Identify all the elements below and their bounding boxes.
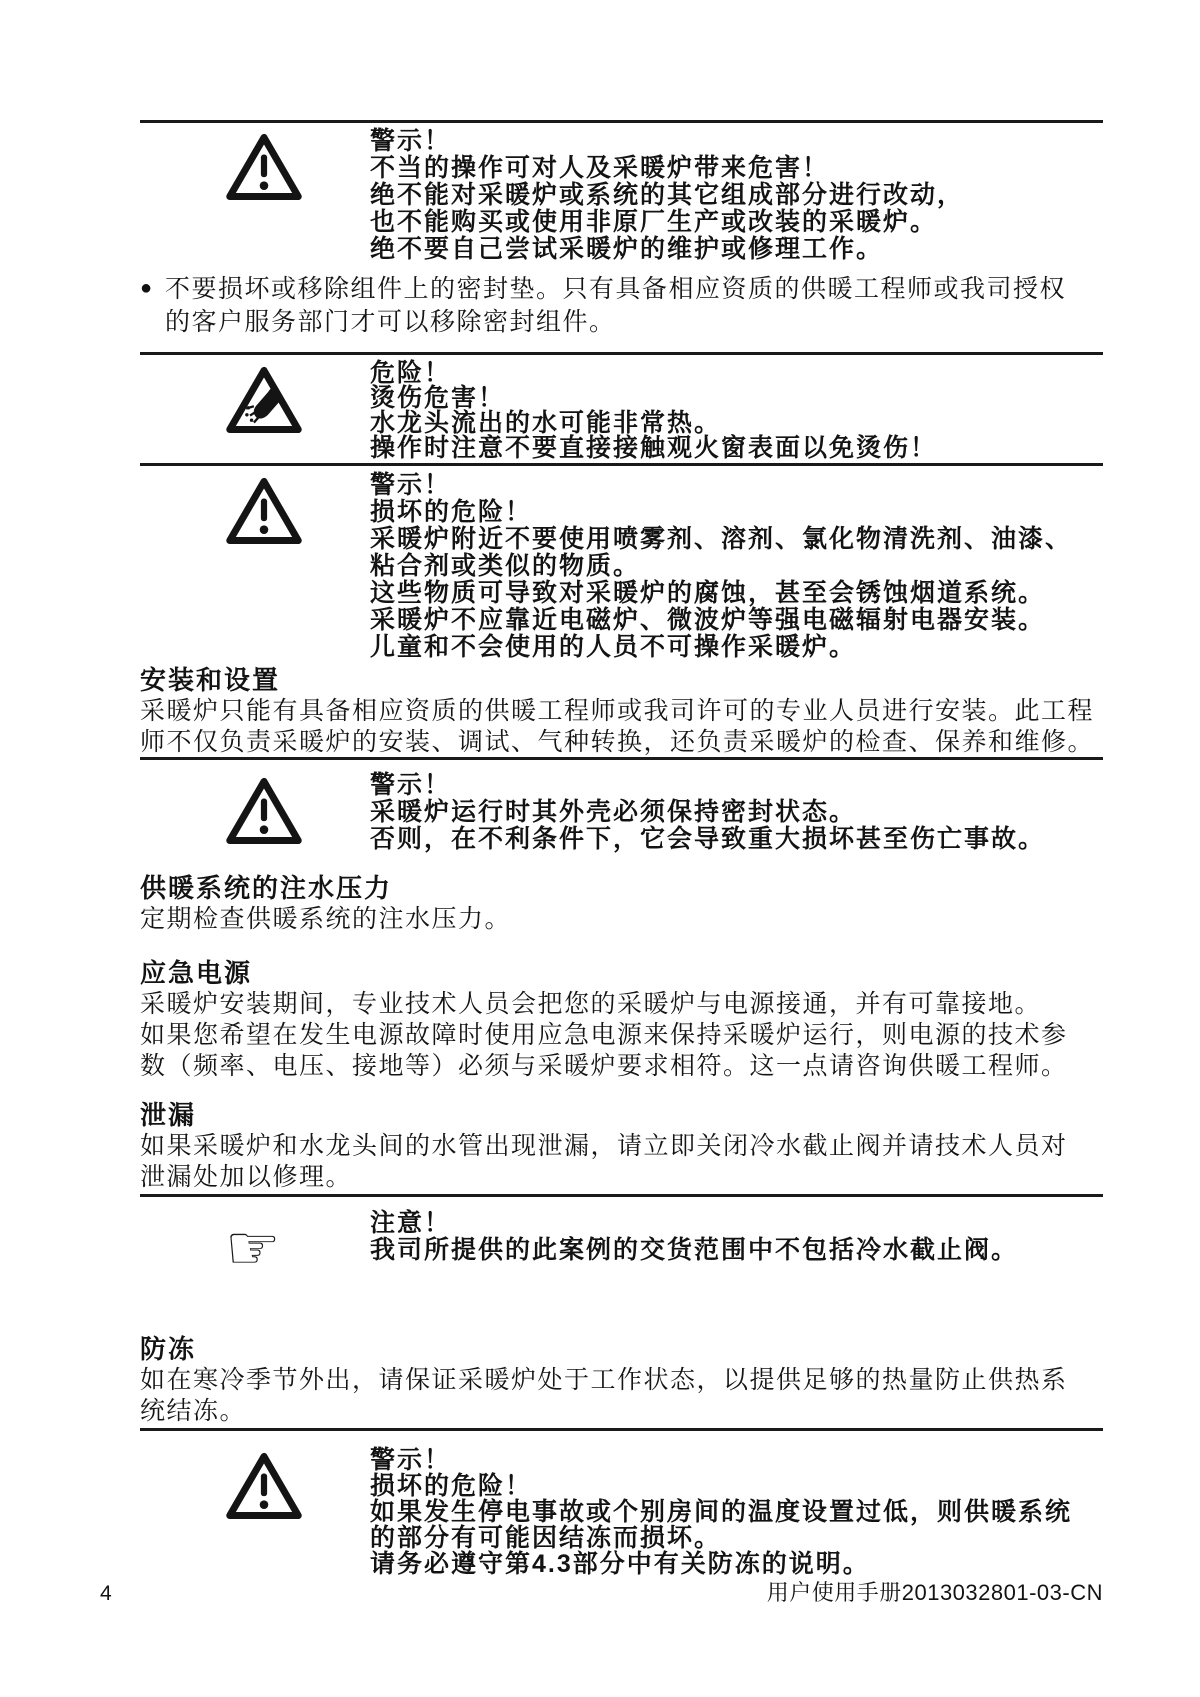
warning-block-casing-sealed <box>140 772 1103 853</box>
warning-line: 绝不要自己尝试采暖炉的维护或修理工作。 <box>370 235 884 263</box>
warning-triangle-icon <box>225 776 370 846</box>
section-divider <box>140 352 1103 355</box>
paragraph-line: 如果您希望在发生电源故障时使用应急电源来保持采暖炉运行，则电源的技术参 <box>140 1020 1068 1049</box>
warning-line: 损坏的危险！ <box>370 498 533 526</box>
warning-line: 采暖炉运行时其外壳必须保持密封状态。 <box>370 798 857 826</box>
seal-note <box>140 272 1103 338</box>
pointing-hand-icon: ☞ <box>225 1214 281 1283</box>
warning-title: 警示！ <box>370 1446 452 1474</box>
paragraph-line: 统结冻。 <box>140 1396 247 1425</box>
danger-text <box>370 361 1103 461</box>
danger-line: 水龙头流出的水可能非常热。 <box>370 409 722 437</box>
icon-column <box>140 1210 370 1283</box>
icon-column <box>140 1447 370 1521</box>
section-divider <box>140 463 1103 466</box>
notice-block-stop-valve <box>140 1209 1103 1283</box>
warning-title: 警示！ <box>370 771 452 799</box>
section-divider <box>140 757 1103 760</box>
warning-triangle-icon <box>225 132 370 202</box>
warning-title: 警示！ <box>370 471 452 499</box>
icon-column <box>140 772 370 846</box>
seal-note-text <box>165 272 1066 338</box>
warning-text <box>370 128 1103 263</box>
warning-title: 警示！ <box>370 127 452 155</box>
paragraph-line: 数（频率、电压、接地等）必须与采暖炉要求相符。这一点请咨询供暖工程师。 <box>140 1051 1068 1080</box>
install-setup-paragraph <box>140 695 1103 757</box>
warning-text <box>370 772 1103 853</box>
seal-note-line: 不要损坏或移除组件上的密封垫。只有具备相应资质的供暖工程师或我司授权 <box>165 274 1067 303</box>
warning-text <box>370 472 1103 661</box>
paragraph-line: 师不仅负责采暖炉的安装、调试、气种转换，还负责采暖炉的检查、保养和维修。 <box>140 727 1095 756</box>
heading-fill-pressure: 供暖系统的注水压力 <box>140 873 393 903</box>
icon-column <box>140 472 370 546</box>
danger-block-scald <box>140 361 1103 461</box>
section-divider <box>140 1194 1103 1197</box>
warning-line: 请务必遵守第4.3部分中有关防冻的说明。 <box>370 1550 870 1578</box>
seal-note-line: 的客户服务部门才可以移除密封组件。 <box>165 307 616 336</box>
warning-triangle-icon <box>225 476 370 546</box>
notice-text <box>370 1210 1103 1264</box>
icon-column <box>140 361 370 435</box>
warning-line: 粘合剂或类似的物质。 <box>370 552 641 580</box>
heading-leak: 泄漏 <box>140 1100 197 1130</box>
document-reference: 用户使用手册2013032801-03-CN <box>766 1580 1103 1605</box>
paragraph-line: 采暖炉安装期间，专业技术人员会把您的采暖炉与电源接通，并有可靠接地。 <box>140 989 1042 1018</box>
warning-text <box>370 1447 1103 1577</box>
section-divider <box>140 1428 1103 1431</box>
warning-line: 采暖炉附近不要使用喷雾剂、溶剂、氯化物清洗剂、油漆、 <box>370 525 1073 553</box>
paragraph-line: 采暖炉只能有具备相应资质的供暖工程师或我司许可的专业人员进行安装。此工程 <box>140 696 1095 725</box>
leak-paragraph <box>140 1130 1103 1192</box>
icon-column <box>140 128 370 202</box>
fill-pressure-paragraph: 定期检查供暖系统的注水压力。 <box>140 904 512 933</box>
warning-line: 也不能购买或使用非原厂生产或改装的采暖炉。 <box>370 208 938 236</box>
warning-line: 儿童和不会使用的人员不可操作采暖炉。 <box>370 633 857 661</box>
emergency-power-paragraph <box>140 988 1103 1081</box>
bullet-icon: ● <box>140 277 153 299</box>
warning-line: 绝不能对采暖炉或系统的其它组成部分进行改动， <box>370 181 965 209</box>
warning-line: 的部分有可能因结冻而损坏。 <box>370 1524 722 1552</box>
scald-hand-triangle-icon <box>225 365 370 435</box>
danger-line: 烫伤危害！ <box>370 384 506 412</box>
paragraph-line: 如果采暖炉和水龙头间的水管出现泄漏，请立即关闭冷水截止阀并请技术人员对 <box>140 1131 1068 1160</box>
paragraph-line: 如在寒冷季节外出，请保证采暖炉处于工作状态，以提供足够的热量防止供热系 <box>140 1365 1068 1394</box>
warning-block-improper-operation <box>140 128 1103 263</box>
warning-block-chemicals <box>140 472 1103 661</box>
heading-antifreeze: 防冻 <box>140 1334 197 1364</box>
warning-line: 这些物质可导致对采暖炉的腐蚀，甚至会锈蚀烟道系统。 <box>370 579 1046 607</box>
warning-block-freeze-damage <box>140 1447 1103 1577</box>
warning-line: 否则，在不利条件下，它会导致重大损坏甚至伤亡事故。 <box>370 825 1046 853</box>
warning-triangle-icon <box>225 1451 370 1521</box>
page-footer <box>100 1576 1103 1607</box>
notice-title: 注意！ <box>370 1209 452 1237</box>
warning-line: 不当的操作可对人及采暖炉带来危害！ <box>370 154 830 182</box>
page-content <box>140 0 1103 1577</box>
danger-line: 操作时注意不要直接接触观火窗表面以免烫伤！ <box>370 434 938 462</box>
antifreeze-paragraph <box>140 1364 1103 1426</box>
heading-emergency-power: 应急电源 <box>140 958 253 988</box>
section-divider <box>140 120 1103 123</box>
paragraph-line: 泄漏处加以修理。 <box>140 1162 353 1191</box>
heading-install-setup: 安装和设置 <box>140 665 281 695</box>
page-number: 4 <box>100 1582 112 1605</box>
notice-line: 我司所提供的此案例的交货范围中不包括冷水截止阀。 <box>370 1236 1019 1264</box>
warning-line: 采暖炉不应靠近电磁炉、微波炉等强电磁辐射电器安装。 <box>370 606 1046 634</box>
danger-title: 危险！ <box>370 359 452 387</box>
warning-line: 损坏的危险！ <box>370 1472 533 1500</box>
warning-line: 如果发生停电事故或个别房间的温度设置过低，则供暖系统 <box>370 1498 1073 1526</box>
